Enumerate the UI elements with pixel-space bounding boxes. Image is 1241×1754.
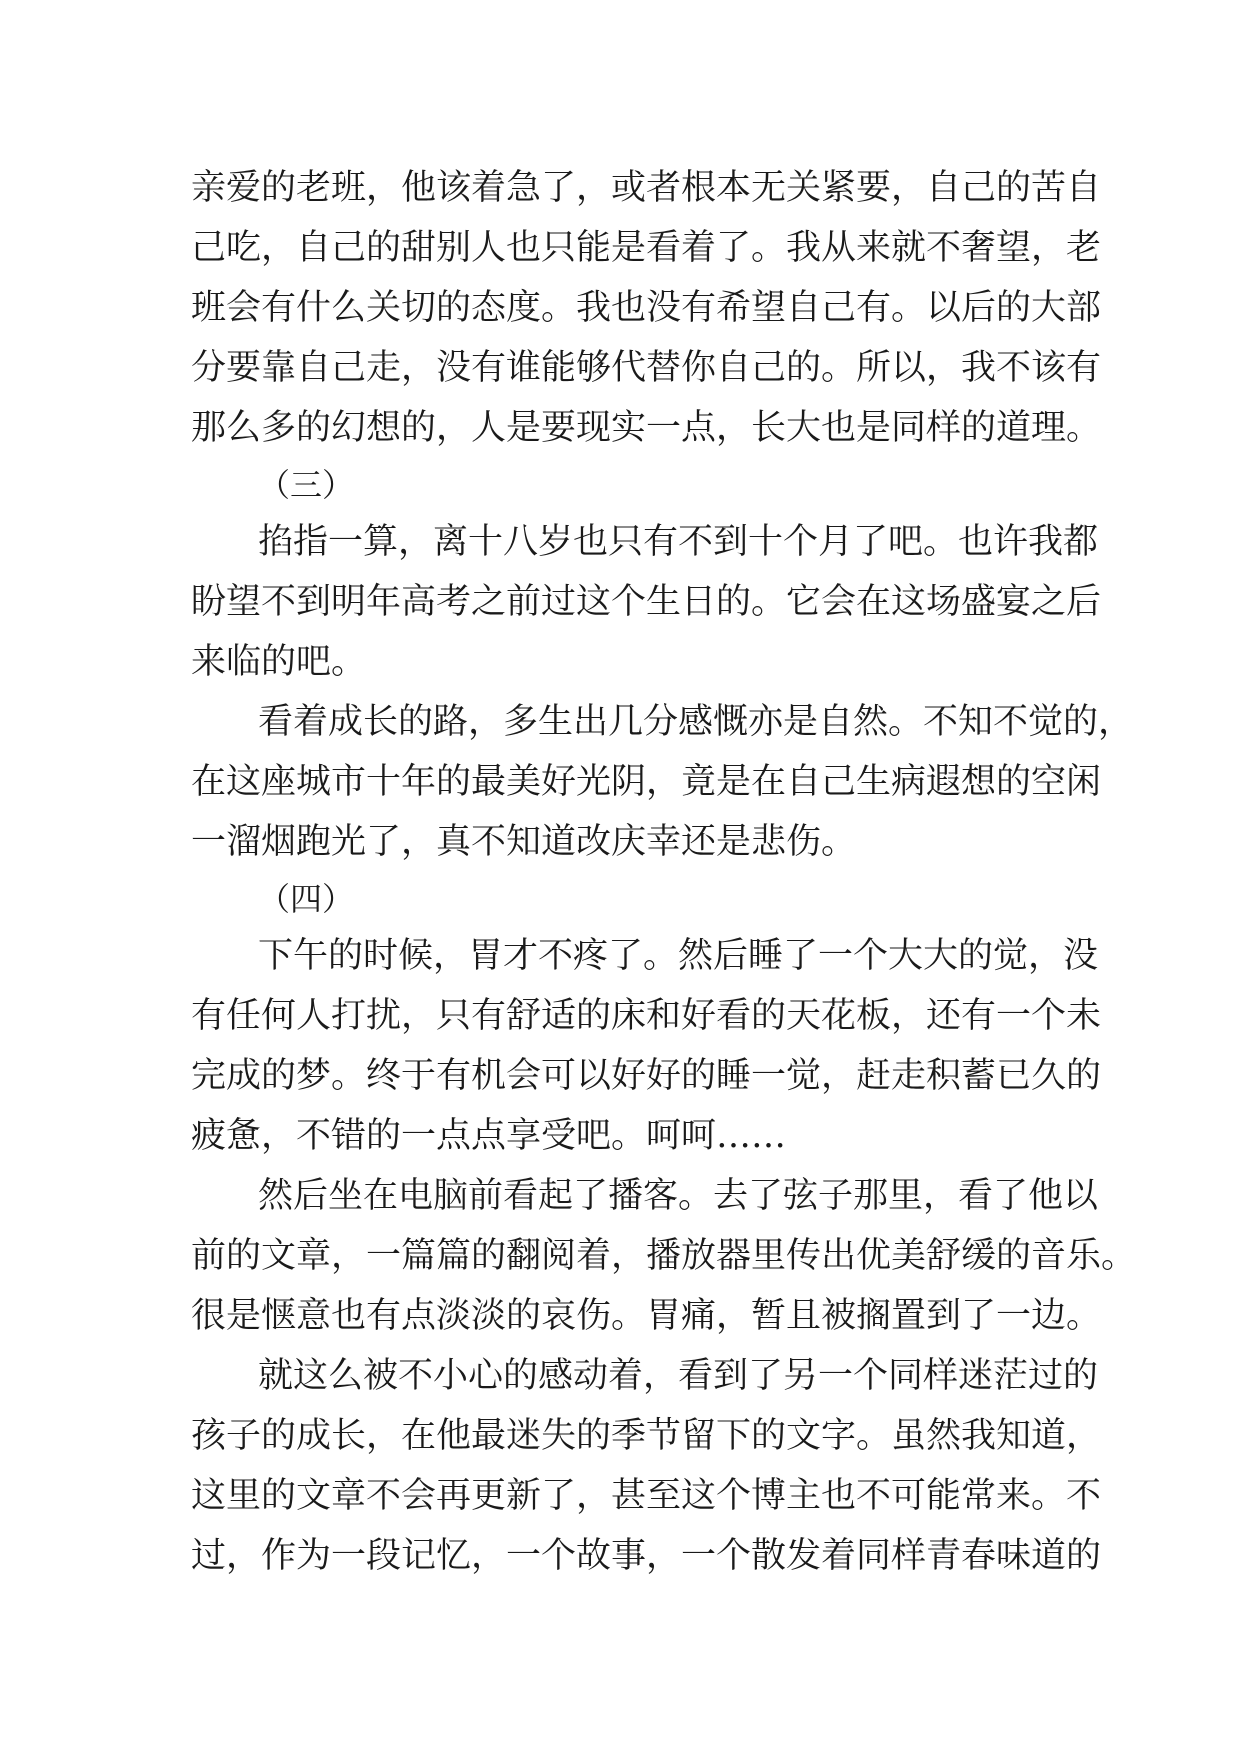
- paragraph-first-line: 然后坐在电脑前看起了播客。去了弦子那里，看了他以: [258, 1176, 1099, 1216]
- paragraph-first-line: 就这么被不小心的感动着，看到了另一个同样迷茫过的: [258, 1356, 1099, 1396]
- text-line: 在这座城市十年的最美好光阴，竟是在自己生病遐想的空闲: [191, 762, 1102, 802]
- text-line: 那么多的幻想的，人是要现实一点，长大也是同样的道理。: [191, 408, 1102, 448]
- text-line: 过，作为一段记忆，一个故事，一个散发着同样青春味道的: [191, 1536, 1102, 1576]
- section-heading-3: （三）: [258, 466, 355, 504]
- document-page: [191, 158, 1137, 1586]
- paragraph-last-line: 疲惫，不错的一点点享受吧。呵呵……: [191, 1116, 787, 1156]
- paragraph-first-line: 掐指一算，离十八岁也只有不到十个月了吧。也许我都: [258, 522, 1099, 562]
- text-line: 班会有什么关切的态度。我也没有希望自己有。以后的大部: [191, 288, 1102, 328]
- text-line: 完成的梦。终于有机会可以好好的睡一觉，赶走积蓄已久的: [191, 1056, 1102, 1096]
- paragraph-last-line: 一溜烟跑光了，真不知道改庆幸还是悲伤。: [191, 822, 857, 862]
- text-line: 己吃，自己的甜别人也只能是看着了。我从来就不奢望，老: [191, 228, 1102, 268]
- text-line: 很是惬意也有点淡淡的哀伤。胃痛，暂且被搁置到了一边。: [191, 1296, 1102, 1336]
- paragraph-first-line: 下午的时候，胃才不疼了。然后睡了一个大大的觉，没: [258, 936, 1099, 976]
- text-line: 这里的文章不会再更新了，甚至这个博主也不可能常来。不: [191, 1476, 1102, 1516]
- text-line: 有任何人打扰，只有舒适的床和好看的天花板，还有一个未: [191, 996, 1102, 1036]
- paragraph-last-line: 来临的吧。: [191, 642, 367, 682]
- section-heading-4: （四）: [258, 880, 355, 918]
- text-line: 亲爱的老班，他该着急了，或者根本无关紧要，自己的苦自: [191, 168, 1102, 208]
- text-line: 前的文章，一篇篇的翻阅着，播放器里传出优美舒缓的音乐。: [191, 1236, 1137, 1276]
- paragraph-first-line: 看着成长的路，多生出几分感慨亦是自然。不知不觉的，: [258, 702, 1134, 742]
- text-line: 孩子的成长，在他最迷失的季节留下的文字。虽然我知道，: [191, 1416, 1102, 1456]
- text-line: 分要靠自己走，没有谁能够代替你自己的。所以，我不该有: [191, 348, 1102, 388]
- text-line: 盼望不到明年高考之前过这个生日的。它会在这场盛宴之后: [191, 582, 1102, 622]
